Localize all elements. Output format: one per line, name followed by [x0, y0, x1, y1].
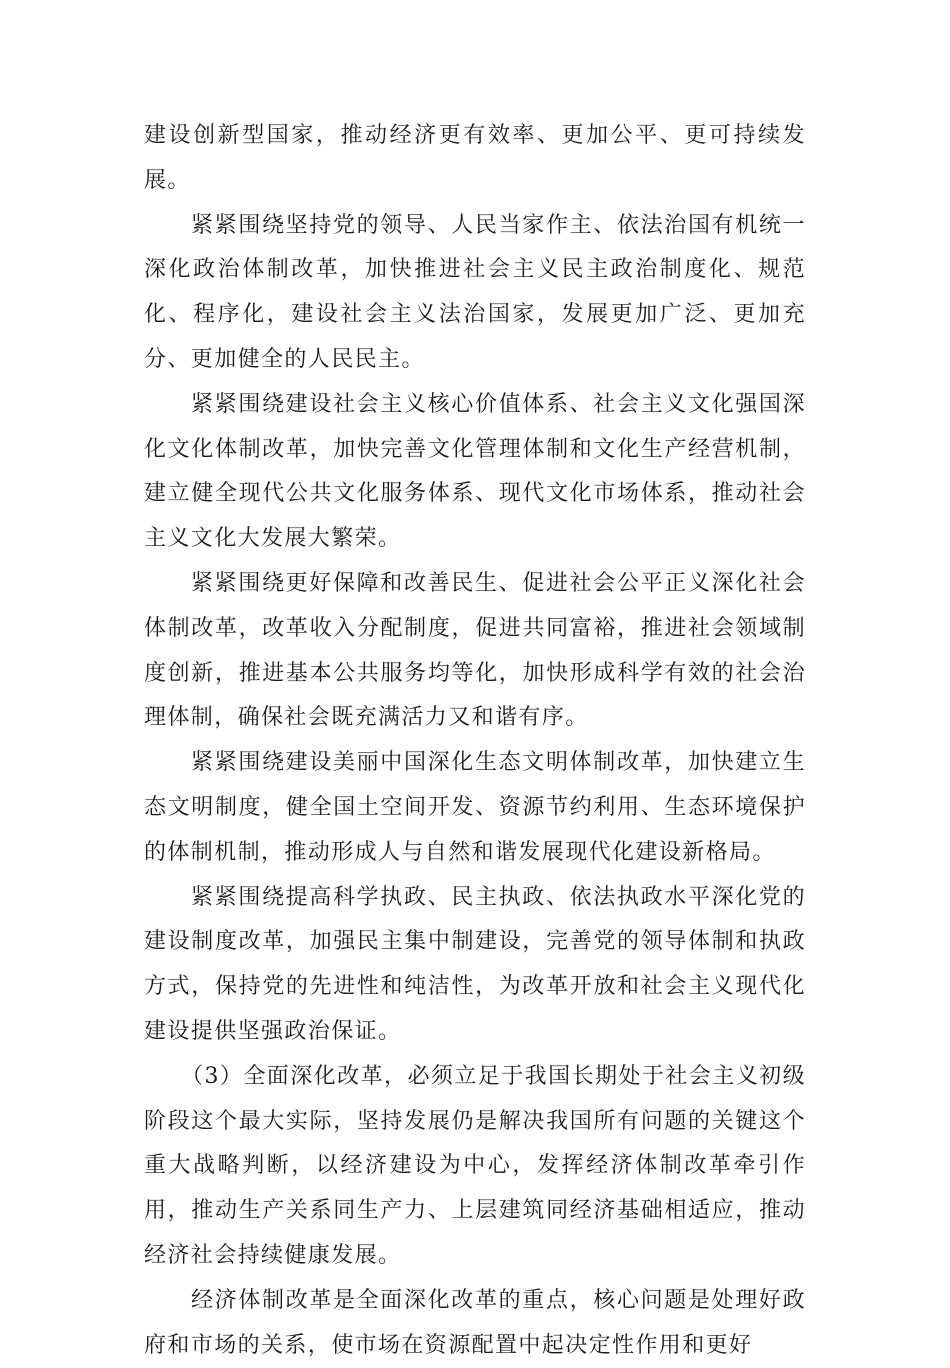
paragraph-cultural-reform: 紧紧围绕建设社会主义核心价值体系、社会主义文化强国深化文化体制改革，加快完善文化管理体制和文化生产经营机制，建立健全现代公共文化服务体系、现代文化市场体系，推动社会主义文化大发展大繁荣。 — [144, 391, 806, 552]
paragraph-political-reform: 紧紧围绕坚持党的领导、人民当家作主、依法治国有机统一深化政治体制改革，加快推进社会主义民主政治制度化、规范化、程序化，建设社会主义法治国家，发展更加广泛、更加充分、更加健全的人民民主。 — [144, 212, 806, 372]
document-page — [144, 114, 806, 1368]
paragraph-party-reform: 紧紧围绕提高科学执政、民主执政、依法执政水平深化党的建设制度改革，加强民主集中制建设，完善党的领导体制和执政方式，保持党的先进性和纯洁性，为改革开放和社会主义现代化建设提供坚强政治保证。 — [144, 884, 806, 1044]
paragraph-continuation: 建设创新型国家，推动经济更有效率、更加公平、更可持续发展。 — [144, 123, 806, 193]
paragraph-economic-reform: 经济体制改革是全面深化改革的重点，核心问题是处理好政府和市场的关系，使市场在资源配置中起决定性作用和更好 — [144, 1287, 806, 1358]
paragraph-social-reform: 紧紧围绕更好保障和改善民生、促进社会公平正义深化社会体制改革，改革收入分配制度，促进共同富裕，推进社会领域制度创新，推进基本公共服务均等化，加快形成科学有效的社会治理体制，确保社会既充满活力又和谐有序。 — [144, 570, 806, 731]
paragraph-section-3: （3）全面深化改革，必须立足于我国长期处于社会主义初级阶段这个最大实际，坚持发展仍是解决我国所有问题的关键这个重大战略判断，以经济建设为中心，发挥经济体制改革牵引作用，推动生产关系同生产力、上层建筑同经济基础相适应，推动经济社会持续健康发展。 — [144, 1063, 806, 1268]
paragraph-ecological-reform: 紧紧围绕建设美丽中国深化生态文明体制改革，加快建立生态文明制度，健全国土空间开发、资源节约利用、生态环境保护的体制机制，推动形成人与自然和谐发展现代化建设新格局。 — [144, 750, 806, 865]
